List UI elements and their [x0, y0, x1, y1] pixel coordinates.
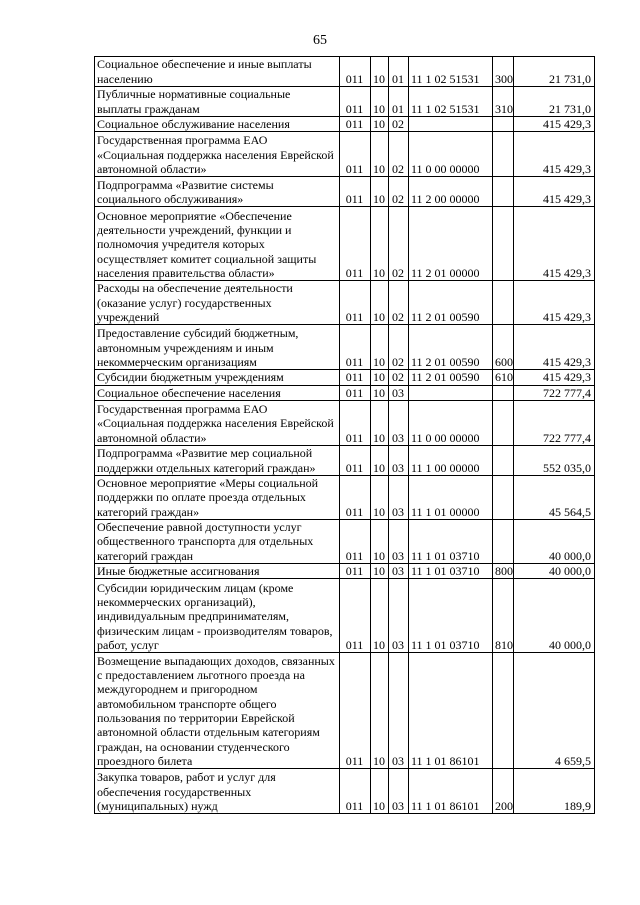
row-code: 011	[340, 385, 371, 400]
row-code: 011	[340, 400, 371, 445]
table-row	[95, 57, 595, 87]
row-name: Социальное обслуживание населения	[95, 117, 340, 132]
row-code: 011	[340, 87, 371, 117]
row-target: 11 0 00 00000	[409, 132, 493, 177]
row-name: Обеспечение равной доступности услуг общественного транспорта для отдельных категорий граждан	[95, 519, 340, 563]
row-section: 10	[371, 385, 389, 400]
row-section: 10	[371, 117, 389, 132]
row-type	[493, 207, 514, 281]
row-target: 11 0 00 00000	[409, 400, 493, 445]
row-amount: 722 777,4	[514, 400, 595, 445]
row-target: 11 1 02 51531	[409, 87, 493, 117]
row-subsection: 01	[389, 87, 409, 117]
row-subsection: 02	[389, 281, 409, 325]
row-name: Закупка товаров, работ и услуг для обеспечения государственных (муниципальных) нужд	[95, 769, 340, 814]
row-section: 10	[371, 57, 389, 87]
row-subsection: 03	[389, 445, 409, 475]
row-type	[493, 117, 514, 132]
row-type	[493, 385, 514, 400]
row-code: 011	[340, 370, 371, 385]
row-target: 11 1 01 86101	[409, 653, 493, 769]
row-amount: 40 000,0	[514, 563, 595, 578]
row-code: 011	[340, 579, 371, 653]
row-subsection: 03	[389, 563, 409, 578]
row-subsection: 02	[389, 117, 409, 132]
row-type	[493, 281, 514, 325]
row-name: Субсидии юридическим лицам (кроме некоммерческих организаций), индивидуальным предпринимателям, физическим лицам - производителям товаров, работ, услуг	[95, 579, 340, 653]
row-amount: 415 429,3	[514, 177, 595, 207]
row-amount: 40 000,0	[514, 519, 595, 563]
row-subsection: 02	[389, 325, 409, 370]
row-amount: 415 429,3	[514, 281, 595, 325]
row-target: 11 2 01 00000	[409, 207, 493, 281]
row-type: 610	[493, 370, 514, 385]
row-type	[493, 132, 514, 177]
row-type: 310	[493, 87, 514, 117]
row-subsection: 03	[389, 519, 409, 563]
table-row	[95, 769, 595, 814]
row-target	[409, 385, 493, 400]
row-name: Социальное обеспечение населения	[95, 385, 340, 400]
row-code: 011	[340, 769, 371, 814]
row-subsection: 03	[389, 475, 409, 519]
row-section: 10	[371, 475, 389, 519]
row-code: 011	[340, 57, 371, 87]
row-type	[493, 475, 514, 519]
row-type: 600	[493, 325, 514, 370]
row-section: 10	[371, 445, 389, 475]
row-section: 10	[371, 132, 389, 177]
row-section: 10	[371, 87, 389, 117]
row-section: 10	[371, 177, 389, 207]
row-name: Возмещение выпадающих доходов, связанных с предоставлением льготного проезда на междугороднем и пригородном автомобильном транспорте общего пользования по территории Еврейской автономной области отдельным категориям граждан, на основании студенческого проездного билета	[95, 653, 340, 769]
row-code: 011	[340, 519, 371, 563]
row-type	[493, 445, 514, 475]
row-subsection: 01	[389, 57, 409, 87]
table-row	[95, 132, 595, 177]
row-amount: 415 429,3	[514, 370, 595, 385]
row-amount: 552 035,0	[514, 445, 595, 475]
row-amount: 21 731,0	[514, 87, 595, 117]
row-target: 11 1 00 00000	[409, 445, 493, 475]
row-section: 10	[371, 563, 389, 578]
row-section: 10	[371, 207, 389, 281]
row-section: 10	[371, 281, 389, 325]
row-type: 800	[493, 563, 514, 578]
row-name: Подпрограмма «Развитие мер социальной поддержки отдельных категорий граждан»	[95, 445, 340, 475]
row-amount: 4 659,5	[514, 653, 595, 769]
row-subsection: 02	[389, 207, 409, 281]
row-type	[493, 519, 514, 563]
row-name: Основное мероприятие «Меры социальной поддержки по оплате проезда отдельных категорий граждан»	[95, 475, 340, 519]
table-row	[95, 281, 595, 325]
row-name: Иные бюджетные ассигнования	[95, 563, 340, 578]
row-type	[493, 177, 514, 207]
row-code: 011	[340, 117, 371, 132]
row-target: 11 1 02 51531	[409, 57, 493, 87]
row-name: Государственная программа ЕАО «Социальная поддержка населения Еврейской автономной области»	[95, 132, 340, 177]
row-section: 10	[371, 519, 389, 563]
row-code: 011	[340, 445, 371, 475]
row-code: 011	[340, 653, 371, 769]
row-amount: 415 429,3	[514, 117, 595, 132]
table-row	[95, 385, 595, 400]
row-subsection: 03	[389, 385, 409, 400]
table-row	[95, 177, 595, 207]
row-code: 011	[340, 132, 371, 177]
row-name: Субсидии бюджетным учреждениям	[95, 370, 340, 385]
row-amount: 40 000,0	[514, 579, 595, 653]
row-subsection: 02	[389, 132, 409, 177]
row-target: 11 2 00 00000	[409, 177, 493, 207]
table-row	[95, 579, 595, 653]
row-code: 011	[340, 475, 371, 519]
row-section: 10	[371, 325, 389, 370]
table-row	[95, 653, 595, 769]
row-code: 011	[340, 281, 371, 325]
row-name: Социальное обеспечение и иные выплаты населению	[95, 57, 340, 87]
row-target: 11 2 01 00590	[409, 281, 493, 325]
row-code: 011	[340, 325, 371, 370]
row-amount: 415 429,3	[514, 132, 595, 177]
row-target: 11 1 01 03710	[409, 563, 493, 578]
table-row	[95, 207, 595, 281]
row-name: Расходы на обеспечение деятельности (оказание услуг) государственных учреждений	[95, 281, 340, 325]
page-number: 65	[313, 33, 327, 48]
row-code: 011	[340, 177, 371, 207]
row-target: 11 1 01 00000	[409, 475, 493, 519]
row-name: Основное мероприятие «Обеспечение деятельности учреждений, функции и полномочия учредителя которых осуществляет комитет социальной защиты населения правительства области»	[95, 207, 340, 281]
table-row	[95, 445, 595, 475]
row-target: 11 1 01 86101	[409, 769, 493, 814]
row-target: 11 2 01 00590	[409, 370, 493, 385]
row-section: 10	[371, 579, 389, 653]
row-target	[409, 117, 493, 132]
table-row	[95, 400, 595, 445]
row-amount: 189,9	[514, 769, 595, 814]
row-type: 300	[493, 57, 514, 87]
row-subsection: 03	[389, 579, 409, 653]
budget-table	[94, 56, 595, 814]
row-amount: 21 731,0	[514, 57, 595, 87]
row-target: 11 2 01 00590	[409, 325, 493, 370]
row-subsection: 03	[389, 769, 409, 814]
row-amount: 722 777,4	[514, 385, 595, 400]
table-row	[95, 519, 595, 563]
row-amount: 415 429,3	[514, 207, 595, 281]
row-section: 10	[371, 370, 389, 385]
row-type	[493, 400, 514, 445]
row-type: 200	[493, 769, 514, 814]
row-target: 11 1 01 03710	[409, 579, 493, 653]
row-section: 10	[371, 769, 389, 814]
row-section: 10	[371, 653, 389, 769]
row-name: Подпрограмма «Развитие системы социального обслуживания»	[95, 177, 340, 207]
table-row	[95, 117, 595, 132]
row-code: 011	[340, 563, 371, 578]
table-row	[95, 325, 595, 370]
row-subsection: 03	[389, 400, 409, 445]
row-name: Предоставление субсидий бюджетным, автономным учреждениям и иным некоммерческим организациям	[95, 325, 340, 370]
row-type: 810	[493, 579, 514, 653]
row-subsection: 03	[389, 653, 409, 769]
row-subsection: 02	[389, 177, 409, 207]
row-amount: 415 429,3	[514, 325, 595, 370]
budget-table-body	[95, 57, 595, 814]
table-row	[95, 87, 595, 117]
row-section: 10	[371, 400, 389, 445]
row-code: 011	[340, 207, 371, 281]
table-row	[95, 370, 595, 385]
table-row	[95, 563, 595, 578]
row-subsection: 02	[389, 370, 409, 385]
row-target: 11 1 01 03710	[409, 519, 493, 563]
row-type	[493, 653, 514, 769]
table-row	[95, 475, 595, 519]
row-name: Публичные нормативные социальные выплаты гражданам	[95, 87, 340, 117]
row-amount: 45 564,5	[514, 475, 595, 519]
row-name: Государственная программа ЕАО «Социальная поддержка населения Еврейской автономной области»	[95, 400, 340, 445]
